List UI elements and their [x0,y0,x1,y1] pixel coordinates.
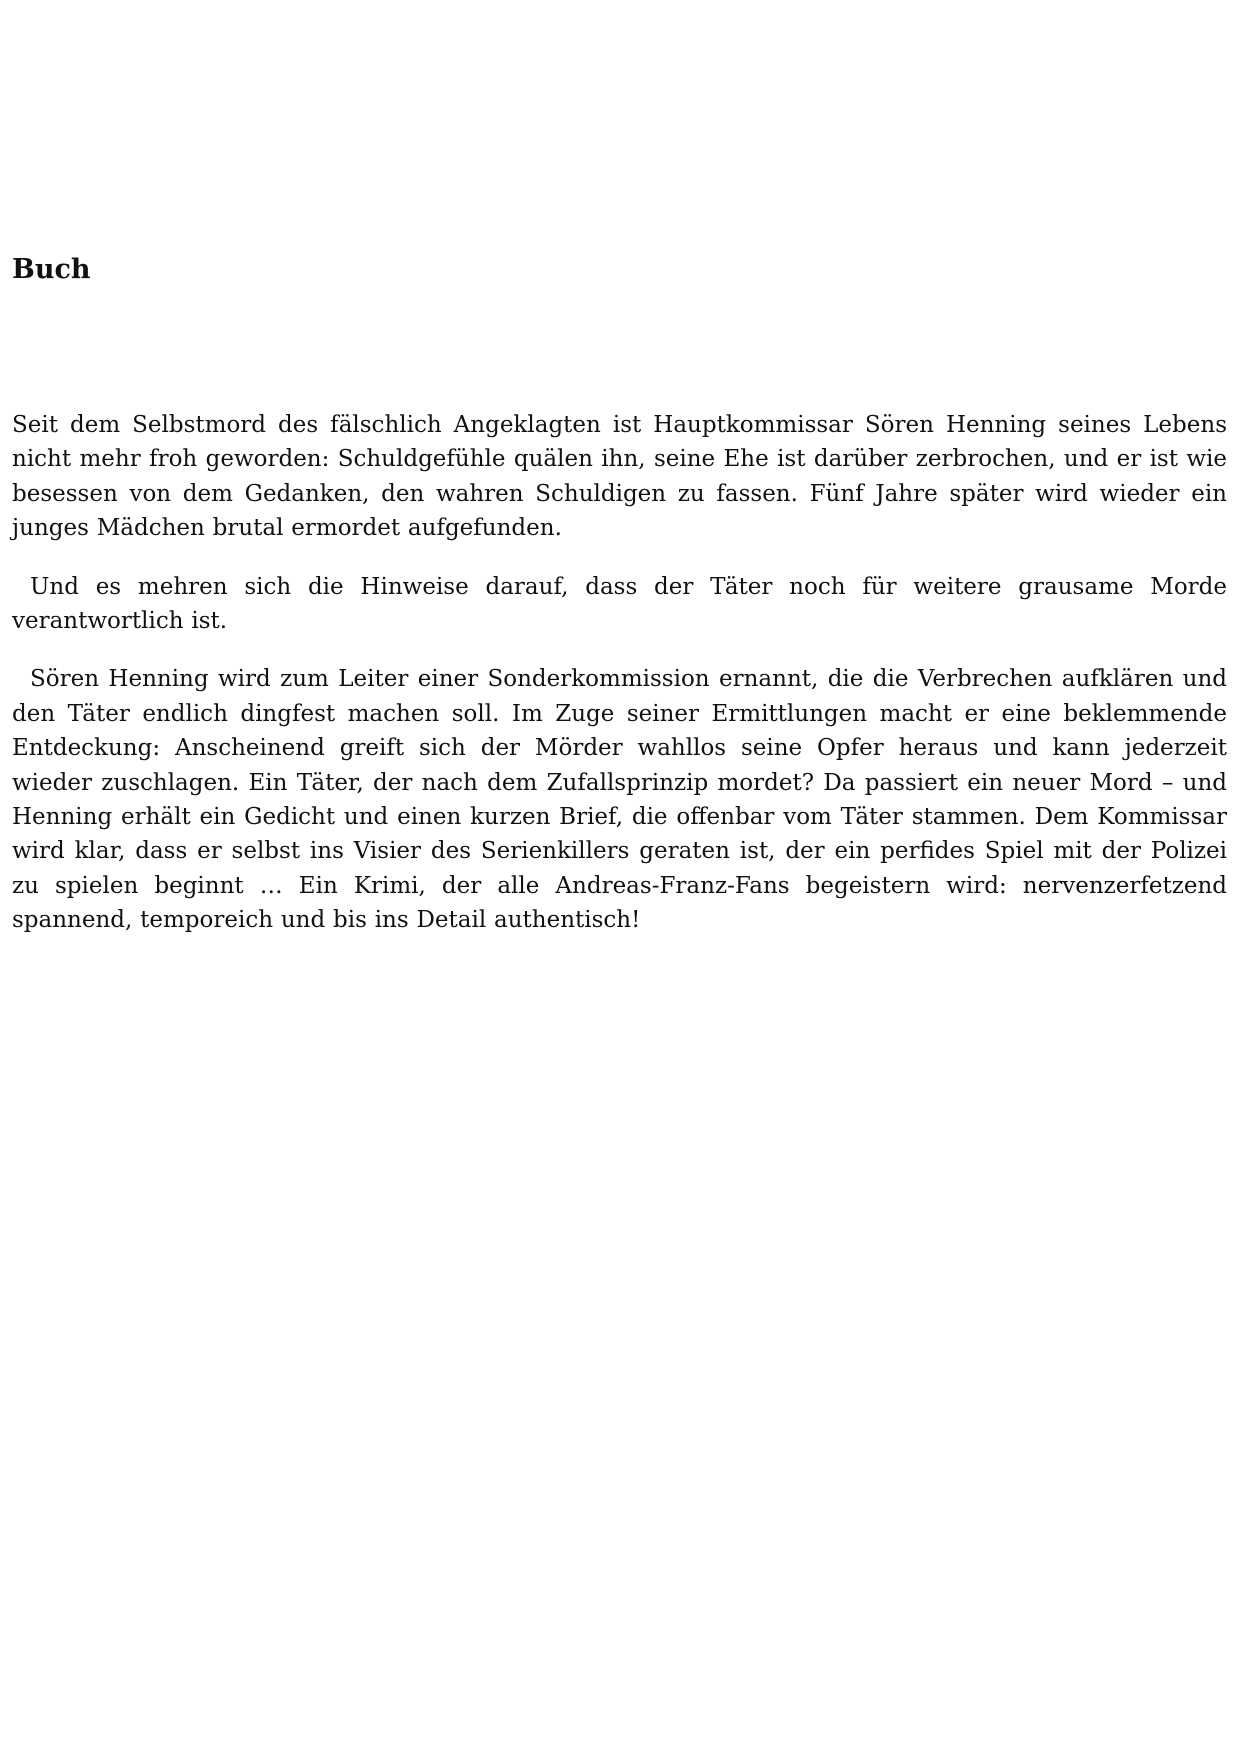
paragraph-2: Und es mehren sich die Hinweise darauf, dass der Täter noch für weitere grausame Morde verantwortlich ist. [12,573,1227,635]
blurb-text [12,408,1227,938]
paragraph-1: Seit dem Selbstmord des fälschlich Angeklagten ist Hauptkommissar Sören Henning seines Lebens nicht mehr froh geworden: Schuldgefühle quälen ihn, seine Ehe ist darüber zerbrochen, und er ist wie besessen von dem Gedanken, den wahren Schuldigen zu fassen. Fünf Jahre später wird wieder ein junges Mädchen brutal ermordet aufgefunden. [12,412,1227,542]
section-title: Buch [12,254,91,285]
paragraph-3: Sören Henning wird zum Leiter einer Sonderkommission ernannt, die die Verbrechen aufklären und den Täter endlich dingfest machen soll. Im Zuge seiner Ermittlungen macht er eine beklemmende Entdeckung: Anscheinend greift sich der Mörder wahllos seine Opfer heraus und kann jederzeit wieder zuschlagen. Ein Täter, der nach dem Zufallsprinzip mordet? Da passiert ein neuer Mord – und Henning erhält ein Gedicht und einen kurzen Brief, die offenbar vom Täter stammen. Dem Kommissar wird klar, dass er selbst ins Visier des Serienkillers geraten ist, der ein perfides Spiel mit der Polizei zu spielen beginnt … Ein Krimi, der alle Andreas-Franz-Fans begeistern wird: nervenzerfetzend spannend, temporeich und bis ins Detail authentisch! [12,666,1227,934]
